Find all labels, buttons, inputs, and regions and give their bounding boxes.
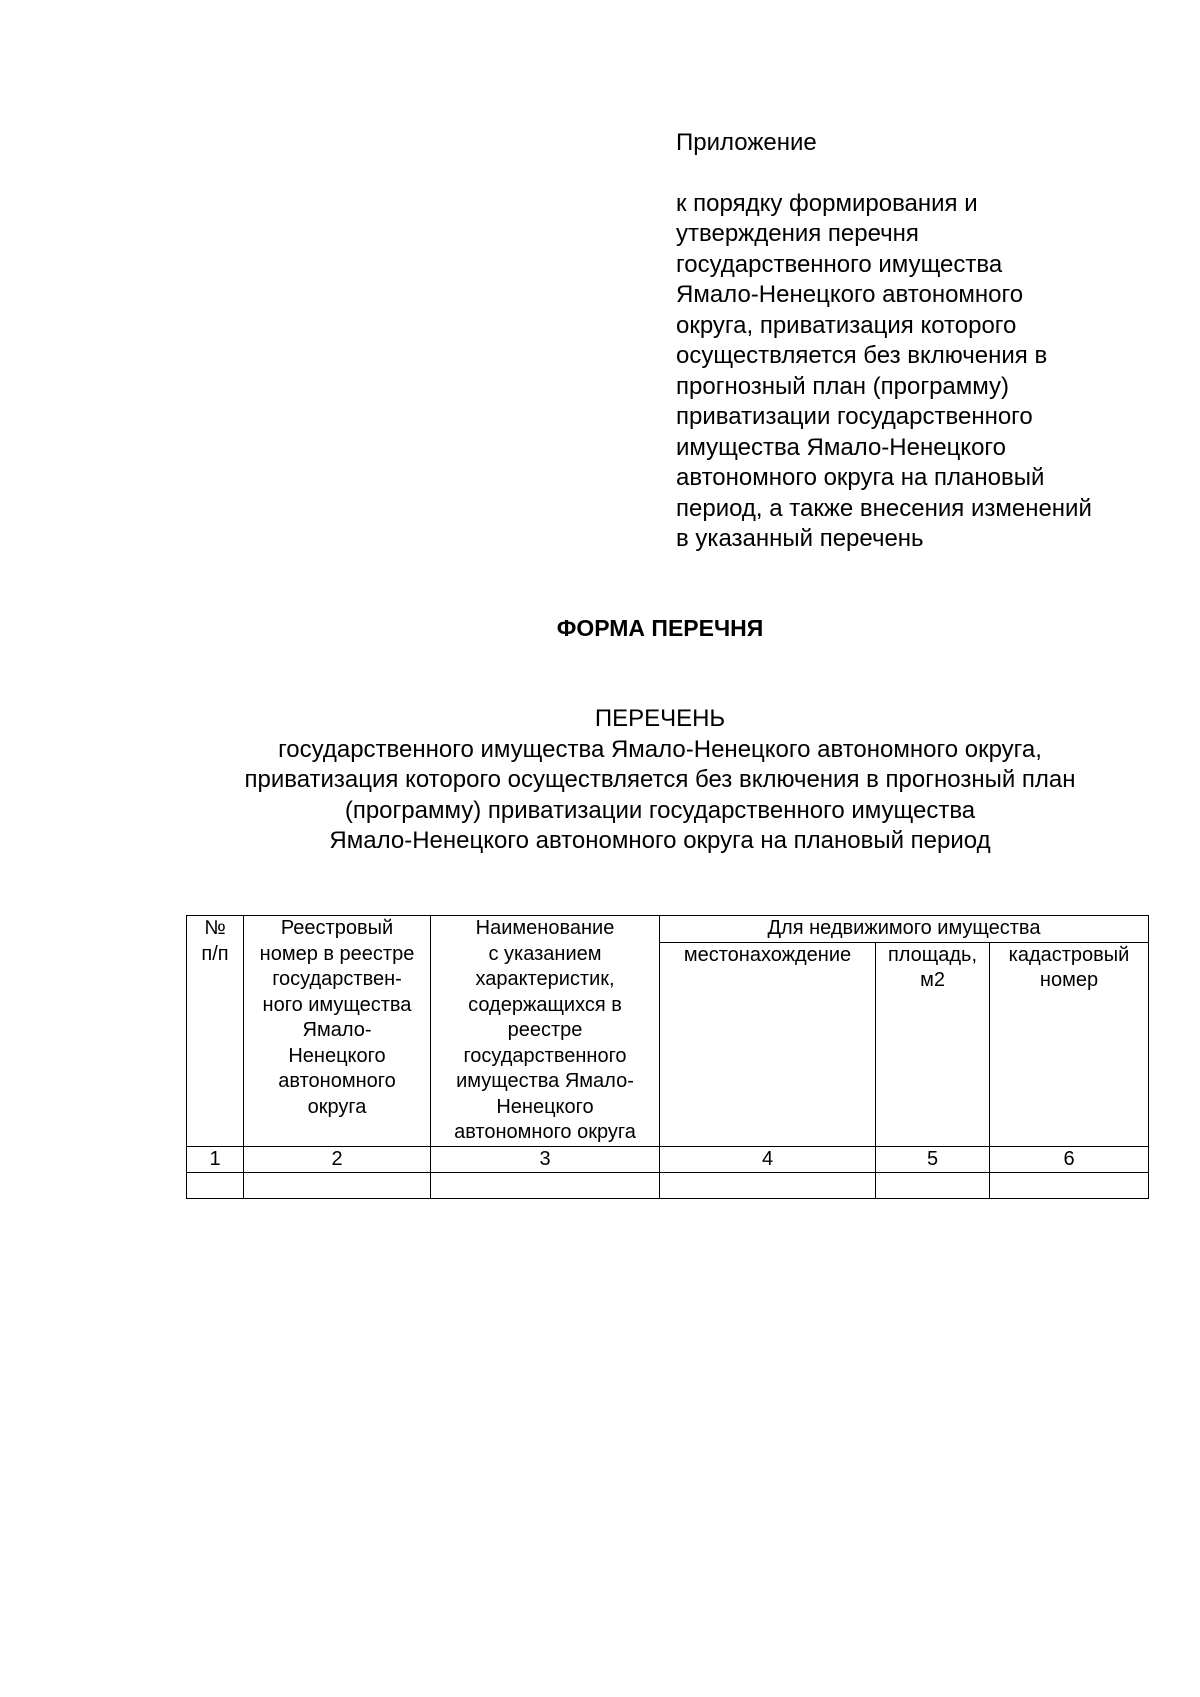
table-header-row (187, 916, 1149, 943)
column-number-cell: 3 (431, 1146, 660, 1173)
header-area: площадь, м2 (876, 942, 990, 1146)
list-heading-line: (программу) приватизации государственного имущества (344, 796, 976, 824)
header-location: местонахождение (660, 942, 876, 1146)
appendix-text (676, 189, 1156, 555)
empty-cell (431, 1173, 660, 1199)
appendix-block (676, 128, 1156, 555)
header-realty-group: Для недвижимого имущества (660, 916, 1149, 943)
appendix-line: государственного имущества (676, 250, 1003, 278)
appendix-line: имущества Ямало-Ненецкого (676, 433, 1006, 461)
appendix-line: осуществляется без включения в (676, 342, 1048, 369)
empty-cell (187, 1173, 244, 1199)
appendix-line: в указанный перечень (676, 525, 924, 552)
list-heading-title: ПЕРЕЧЕНЬ (594, 705, 726, 732)
appendix-line: Ямало-Ненецкого автономного (676, 281, 1024, 308)
column-number-cell: 2 (244, 1146, 431, 1173)
empty-cell (876, 1173, 990, 1199)
list-heading-line: Ямало-Ненецкого автономного округа на плановый период (329, 827, 991, 854)
appendix-line: автономного округа на плановый (676, 464, 1045, 491)
appendix-line: утверждения перечня (676, 220, 919, 247)
list-heading-line: государственного имущества Ямало-Ненецкого автономного округа, (278, 735, 1042, 763)
appendix-line: округа, приватизация которого (676, 311, 1017, 339)
header-registry-number: Реестровый номер в реестре государствен- ного имущества Ямало- Ненецкого автономного округа (244, 916, 431, 1147)
table-row-empty (187, 1173, 1149, 1199)
header-cadastral-number: кадастровый номер (990, 942, 1149, 1146)
appendix-line: период, а также внесения изменений (676, 494, 1092, 522)
list-form-table (186, 915, 1149, 1199)
column-number-cell: 4 (660, 1146, 876, 1173)
appendix-title: Приложение (676, 129, 817, 156)
list-heading-line: приватизация которого осуществляется без включения в прогнозный план (244, 766, 1076, 793)
table-row-column-numbers (187, 1146, 1149, 1173)
column-number-cell: 1 (187, 1146, 244, 1173)
empty-cell (660, 1173, 876, 1199)
empty-cell (244, 1173, 431, 1199)
column-number-cell: 6 (990, 1146, 1149, 1173)
header-num: № п/п (187, 916, 244, 1147)
appendix-line: приватизации государственного (676, 403, 1033, 430)
appendix-line: прогнозный план (программу) (676, 372, 1010, 400)
header-name: Наименование с указанием характеристик, содержащихся в реестре государственного имущества Ямало- Ненецкого автономного округа (431, 916, 660, 1147)
empty-cell (990, 1173, 1149, 1199)
column-number-cell: 5 (876, 1146, 990, 1173)
form-title: ФОРМА ПЕРЕЧНЯ (556, 615, 764, 641)
list-heading (0, 704, 1200, 857)
appendix-line: к порядку формирования и (676, 189, 978, 217)
